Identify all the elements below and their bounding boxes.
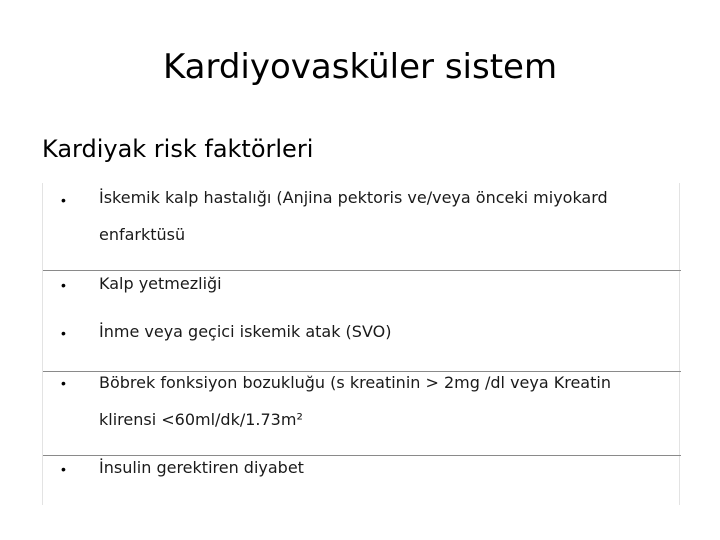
divider: [43, 270, 681, 271]
risk-item-ischemic-heart-disease: İskemik kalp hastalığı (Anjina pektoris ve/veya önceki miyokard enfarktüsü: [99, 188, 608, 244]
risk-item-insulin-diabetes: İnsulin gerektiren diyabet: [99, 458, 304, 477]
risk-item-renal-dysfunction: Böbrek fonksiyon bozukluğu (s kreatinin > 2mg /dl veya Kreatin klirensi <60ml/dk/1.73m²: [99, 373, 611, 429]
bullet-icon: •: [61, 461, 66, 477]
bullet-icon: •: [61, 375, 66, 391]
risk-factor-list: [42, 183, 680, 505]
bullet-icon: •: [61, 192, 66, 208]
bullet-icon: •: [61, 325, 66, 341]
divider: [43, 455, 681, 456]
bullet-icon: •: [61, 277, 66, 293]
slide-subtitle: Kardiyak risk faktörleri: [42, 135, 314, 163]
risk-item-heart-failure: Kalp yetmezliği: [99, 274, 222, 293]
slide-title: Kardiyovasküler sistem: [162, 47, 558, 87]
risk-item-stroke-tia: İnme veya geçici iskemik atak (SVO): [99, 322, 392, 341]
